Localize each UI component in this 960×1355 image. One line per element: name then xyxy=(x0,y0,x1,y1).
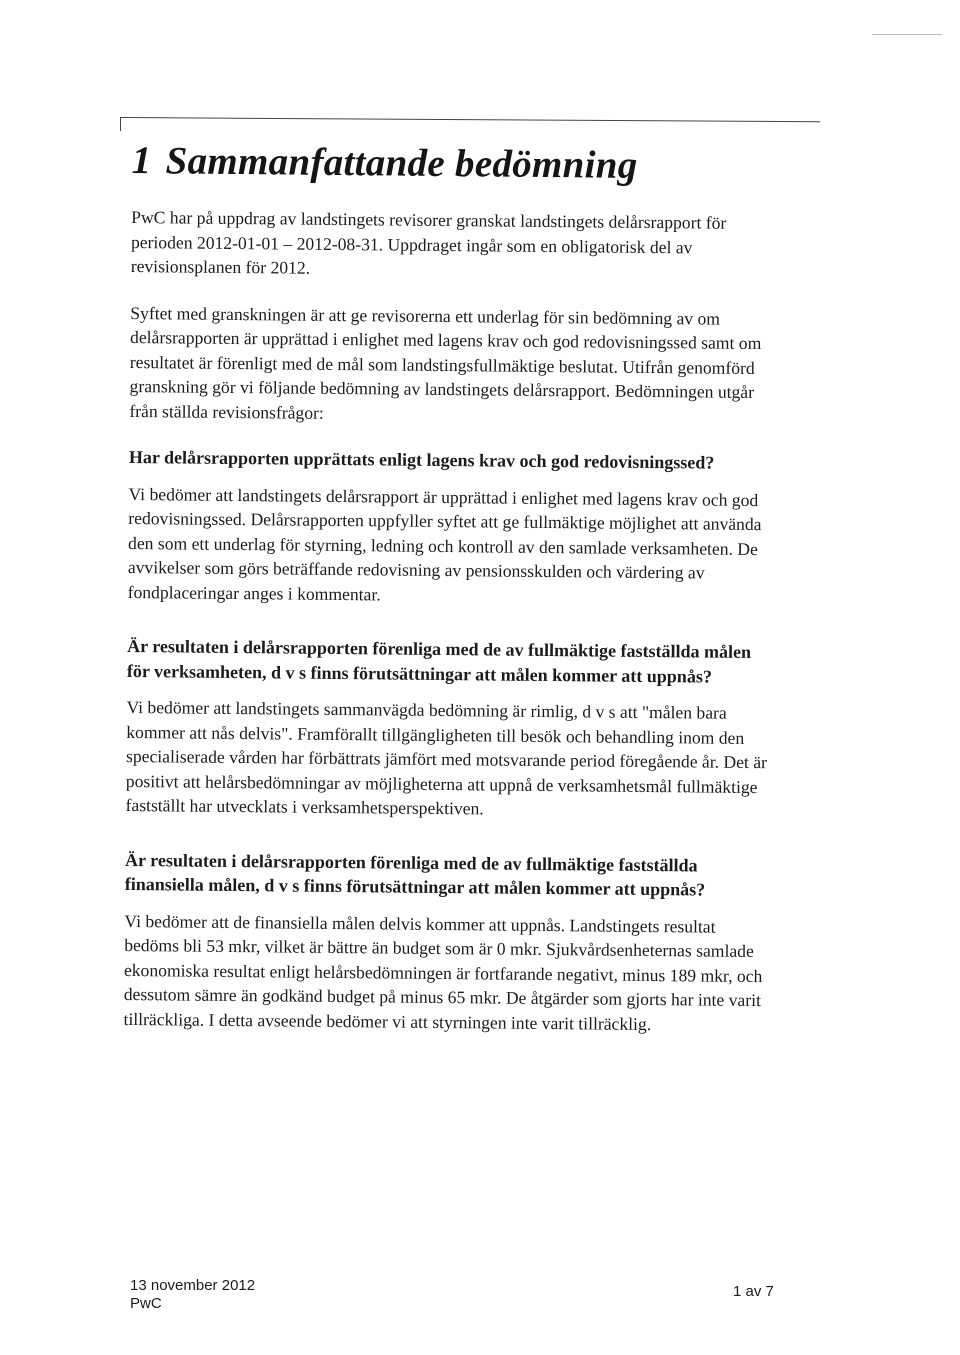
section-number: 1 xyxy=(131,138,152,183)
question-answer: Vi bedömer att landstingets delårsrapport är upprättad i enlighet med lagens krav och god redovisningssed. Delårsrapporten uppfyller syftet att ge fullmäktige möjlighet att använda den som ett underlag för styrning, ledning och kontroll av den samlade verksamheten. De avvikelser som görs beträffande redovisning av pensionsskulden och värdering av fondplaceringar anges i kommentar. xyxy=(127,483,762,604)
question-heading: Är resultaten i delårsrapporten förenliga med de av fullmäktige fastställda målen för verksamheten, d v s finns förutsättningar att målen kommer att uppnås? xyxy=(126,635,752,687)
purpose-paragraph: Syftet med granskningen är att ge revisorerna ett underlag för sin bedömning av om delårsrapporten är upprättad i enlighet med lagens krav och god redovisningssed samt om resultatet är förenligt med de mål som landstingsfullmäktige beslutat. Utifrån genomförd granskning gör vi följande bedömning av landstingets delårsrapport. Bedömningen utgår från ställda revisionsfrågor: xyxy=(129,302,762,423)
footer-org: PwC xyxy=(130,1295,162,1312)
header-rule-tick xyxy=(120,117,121,131)
intro-paragraph: PwC har på uppdrag av landstingets revisorer granskat landstingets delårsrapport för perioden 2012-01-01 – 2012-08-31. Uppdraget ingår som en obligatorisk del av revisionsplanen för 2012. xyxy=(130,206,727,278)
scan-mark xyxy=(872,34,942,35)
question-answer: Vi bedömer att de finansiella målen delvis kommer att uppnås. Landstingets resultat bedöms bli 53 mkr, vilket är bättre än budget som är 0 mkr. Sjukvårdsenheternas samlade ekonomiska resultat enligt helårsbedömningen är fortfarande negativt, minus 189 mkr, och dessutom sämre än godkänd budget på minus 65 mkr. De åtgärder som gjorts har inte varit tillräckliga. I detta avseende bedömer vi att styrningen inte varit tillräcklig. xyxy=(123,910,763,1034)
page-number: 1 av 7 xyxy=(733,1283,774,1300)
question-heading: Är resultaten i delårsrapporten förenliga med de av fullmäktige fastställda finansiella målen, d v s finns förutsättningar att målen kommer att uppnås? xyxy=(124,849,706,900)
section-heading xyxy=(132,138,782,189)
document-body xyxy=(123,138,782,1059)
footer-date: 13 november 2012 xyxy=(130,1277,256,1294)
section-title: Sammanfattande bedömning xyxy=(165,139,638,187)
footer-left xyxy=(130,1277,255,1313)
header-rule xyxy=(120,117,820,122)
question-heading: Har delårsrapporten upprättats enligt lagens krav och god redovisningssed? xyxy=(128,446,715,473)
question-answer: Vi bedömer att landstingets sammanvägda bedömning är rimlig, d v s att "målen bara kommer att nås delvis". Framförallt tillgängligheten till besök och behandling inom den specialiserade vården har förbättrats jämfört med motsvarande period föregående år. Det är positivt att helårsbedömningar av möjligheterna att uppnå de verksamhetsmål fullmäktige fastställt har utvecklats i verksamhetsperspektiven. xyxy=(125,696,768,819)
